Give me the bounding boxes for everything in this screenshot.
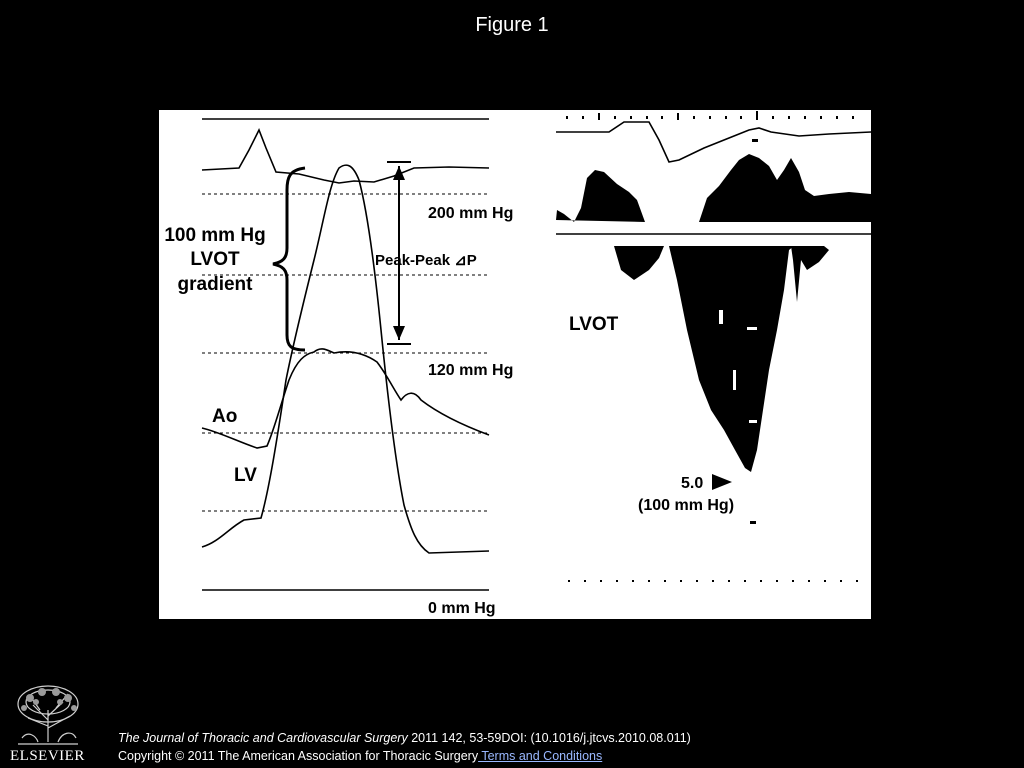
doppler-panel	[556, 111, 871, 582]
doppler-ecg-trace	[556, 122, 871, 162]
label-velocity-mmhg: (100 mm Hg)	[638, 497, 735, 514]
label-gradient-line2: LVOT	[190, 249, 240, 270]
figure-drawing	[159, 110, 871, 619]
doppler-early-flow	[614, 246, 664, 280]
label-gradient-line3: gradient	[177, 274, 253, 295]
figure-image	[159, 110, 871, 619]
lv-pressure-trace	[202, 165, 489, 553]
doppler-upper-flow-2	[699, 154, 871, 222]
label-0-mmhg: 0 mm Hg	[428, 600, 496, 617]
velocity-arrowhead	[712, 474, 732, 490]
doppler-top-ticks	[567, 111, 853, 120]
label-lvot: LVOT	[569, 314, 619, 335]
label-200-mmhg: 200 mm Hg	[428, 205, 514, 222]
lvot-doppler-envelope	[669, 246, 794, 472]
citation	[118, 731, 691, 745]
label-gradient-line1: 100 mm Hg	[164, 225, 266, 246]
label-120-mmhg: 120 mm Hg	[428, 362, 514, 379]
doppler-late-flow	[791, 246, 829, 302]
journal-name: The Journal of Thoracic and Cardiovascular Surgery	[118, 731, 408, 745]
doppler-upper-flow	[556, 170, 645, 222]
gradient-brace	[273, 168, 305, 350]
marker-top	[752, 139, 758, 142]
figure-title: Figure 1	[475, 14, 549, 36]
marker-bottom	[750, 521, 756, 524]
label-lv: LV	[234, 465, 257, 486]
copyright-text: Copyright © 2011 The American Association for Thoracic Surgery	[118, 749, 479, 763]
copyright	[118, 749, 602, 763]
doppler-bottom-scale	[568, 580, 858, 582]
terms-link[interactable]: Terms and Conditions	[478, 749, 603, 763]
citation-detail: 2011 142, 53-59	[407, 731, 502, 745]
doi: DOI: (10.1016/j.jtcvs.2010.08.011)	[501, 731, 691, 745]
label-ao: Ao	[212, 406, 238, 427]
ecg-trace	[202, 130, 489, 183]
label-peak-peak: Peak-Peak ⊿P	[375, 252, 477, 269]
label-velocity: 5.0	[681, 475, 704, 492]
elsevier-logo-text: ELSEVIER	[10, 748, 85, 764]
pressure-tracing-panel	[164, 119, 513, 617]
